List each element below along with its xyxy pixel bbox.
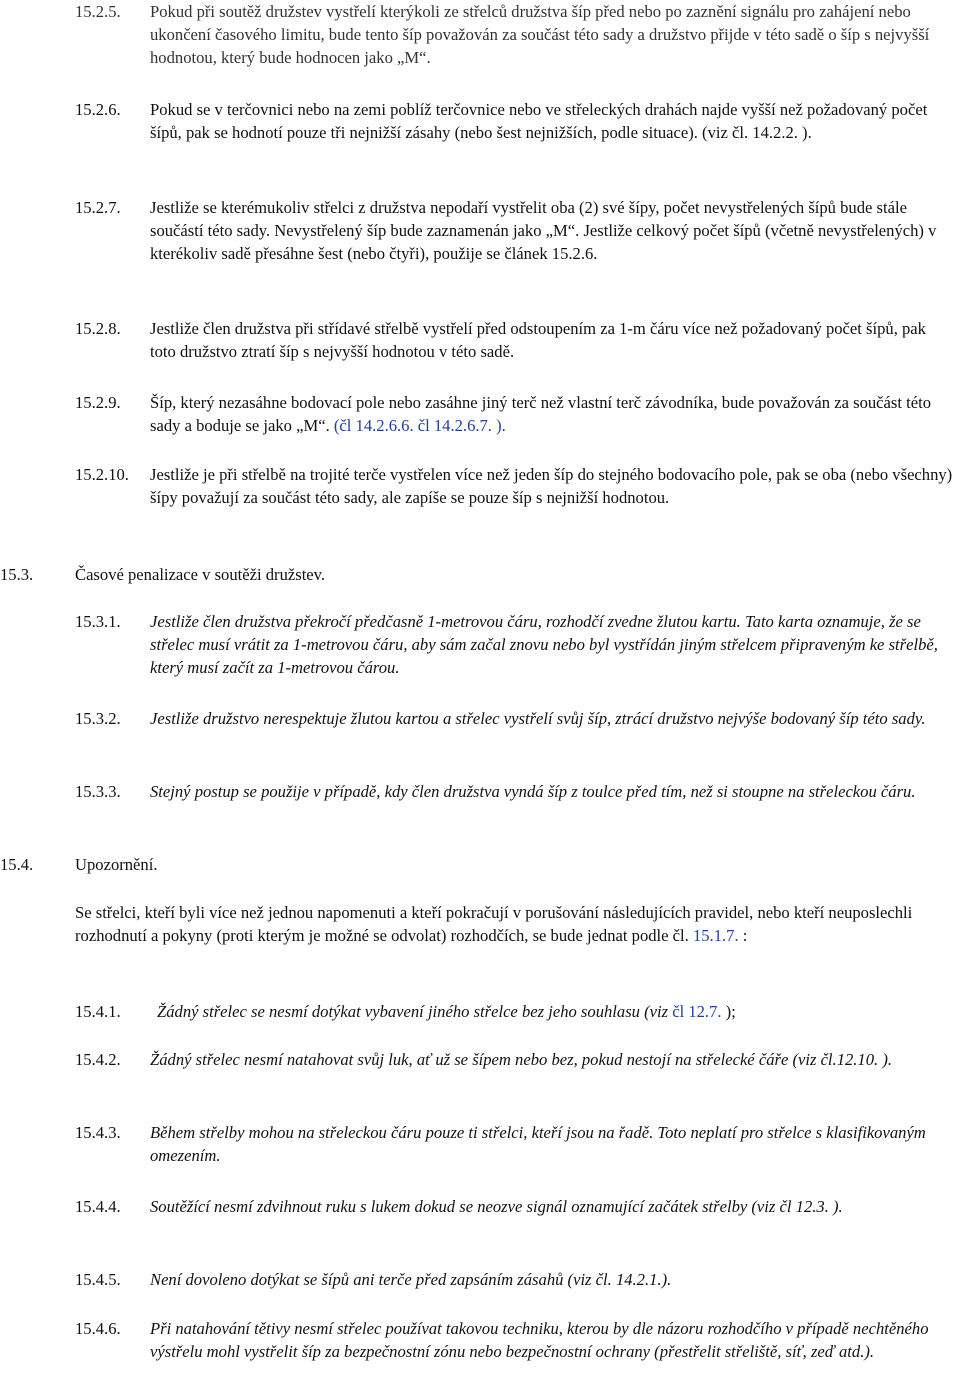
paragraph-number: 15.4.6. xyxy=(75,1319,121,1338)
paragraph-number: 15.3.1. xyxy=(75,612,121,631)
section-heading-15-4 xyxy=(0,853,158,876)
section-intro-15-4 xyxy=(75,901,960,947)
paragraph-body: Šíp, který nezasáhne bodovací pole nebo zasáhne jiný terč než vlastní terč závodníka, bude považován za součást této sady a boduje se jako „M“. xyxy=(150,393,931,435)
paragraph-text: Soutěžící nesmí zdvihnout ruku s lukem dokud se neozve signál oznamující začátek střelby (viz čl 12.3. ). xyxy=(150,1197,843,1216)
paragraph-text xyxy=(157,1000,960,1023)
article-reference-link[interactable]: 15.1.7. xyxy=(692,926,739,945)
section-title: Časové penalizace v soutěži družstev. xyxy=(75,565,326,584)
paragraph-number: 15.2.6. xyxy=(75,100,121,119)
section-heading-15-3 xyxy=(0,563,326,586)
paragraph-text: Pokud se v terčovnici nebo na zemi poblíž terčovnice nebo ve střeleckých drahách najde vyšší než požadovaný počet šípů, pak se hodnotí pouze tři nejnižší zásahy (nebo šest nejnižších, podle situace). (viz čl. 14.2.2. ). xyxy=(150,100,928,142)
paragraph-text: Jestliže se kterémukoliv střelci z družstva nepodaří vystřelit oba (2) své šípy, počet nevystřelených šípů bude stále součástí této sady. Nevystřelený šíp bude zaznamenán jako „M“. Jestliže celkový počet šípů (včetně nevystřelených) v kterékoliv sadě přesáhne šest (nebo čtyři), použije se článek 15.2.6. xyxy=(150,198,937,263)
paragraph-text: Při natahování tětivy nesmí střelec používat takovou techniku, kterou by dle názoru rozhodčího v případě nechtěného výstřelu mohl vystřelit šíp za bezpečnostní zónu nebo bezpečnostní ochrany (přestřelit střeliště, síť, zeď atd.). xyxy=(150,1319,929,1361)
article-reference-link[interactable]: čl 12.7. xyxy=(672,1002,722,1021)
paragraph-text: Stejný postup se použije v případě, kdy člen družstva vyndá šíp z toulce před tím, než si stoupne na střeleckou čáru. xyxy=(150,782,916,801)
intro-tail: : xyxy=(738,926,748,945)
paragraph-number: 15.4.4. xyxy=(75,1197,121,1216)
article-reference-link[interactable]: (čl 14.2.6.6. čl 14.2.6.7. ). xyxy=(333,416,506,435)
section-title: Upozornění. xyxy=(75,855,158,874)
paragraph-text: Není dovoleno dotýkat se šípů ani terče před zapsáním zásahů (viz čl. 14.2.1.). xyxy=(150,1270,672,1289)
paragraph-text: Během střelby mohou na střeleckou čáru pouze ti střelci, kteří jsou na řadě. Toto neplatí pro střelce s klasifikovaným omezením. xyxy=(150,1123,926,1165)
paragraph-text xyxy=(150,391,958,437)
paragraph-text: Jestliže člen družstva při střídavé střelbě vystřelí před odstoupením za 1-m čáru více než požadovaný počet šípů, pak toto družstvo ztratí šíp s nejvyšší hodnotou v této sadě. xyxy=(150,319,926,361)
paragraph-number: 15.4.2. xyxy=(75,1050,121,1069)
paragraph-number: 15.4.5. xyxy=(75,1270,121,1289)
paragraph-text: Jestliže člen družstva překročí předčasně 1-metrovou čáru, rozhodčí zvedne žlutou kartu. Tato karta oznamuje, že se střelec musí vrátit za 1-metrovou čáru, aby sám začal znovu nebo byl vystřídán jiným střelcem připraveným ke střelbě, který musí začít za 1-metrovou čárou. xyxy=(150,612,938,677)
paragraph-number: 15.3.3. xyxy=(75,782,121,801)
intro-text: Se střelci, kteří byli více než jednou napomenuti a kteří pokračují v porušování následujících pravidel, nebo kteří neuposlechli rozhodnutí a pokyny (proti kterým je možné se odvolat) rozhodčích, se bude jednat podle čl. xyxy=(75,903,913,945)
paragraph-body: Žádný střelec se nesmí dotýkat vybavení jiného střelce bez jeho souhlasu (viz xyxy=(157,1002,673,1021)
paragraph-text: Žádný střelec nesmí natahovat svůj luk, ať už se šípem nebo bez, pokud nestojí na střelecké čáře (viz čl.12.10. ). xyxy=(150,1050,892,1069)
paragraph-text: Pokud při soutěž družstev vystřelí kterýkoli ze střelců družstva šíp před nebo po zaznění signálu pro zahájení nebo ukončení časového limitu, bude tento šíp považován za součást této sady a družstvo přijde v této sadě o šíp s nejvyšší hodnotou, který bude hodnocen jako „M“. xyxy=(150,2,930,67)
paragraph-number: 15.2.7. xyxy=(75,198,121,217)
paragraph-15-2-5 xyxy=(75,0,960,72)
paragraph-number: 15.3.2. xyxy=(75,709,121,728)
paragraph-number: 15.2.9. xyxy=(75,393,121,412)
paragraph-text: Jestliže je při střelbě na trojité terče vystřelen více než jeden šíp do stejného bodovacího pole, pak se oba (nebo všechny) šípy považují za součást této sady, ale zapíše se pouze šíp s nejnižší hodnotou. xyxy=(150,465,953,507)
paragraph-number: 15.2.5. xyxy=(75,2,121,21)
paragraph-text: Jestliže družstvo nerespektuje žlutou kartou a střelec vystřelí svůj šíp, ztrácí družstvo nejvýše bodovaný šíp této sady. xyxy=(150,709,926,728)
section-number: 15.4. xyxy=(0,855,34,874)
paragraph-number: 15.2.10. xyxy=(75,465,129,484)
paragraph-number: 15.4.3. xyxy=(75,1123,121,1142)
paragraph-number: 15.4.1. xyxy=(75,1002,121,1021)
section-number: 15.3. xyxy=(0,565,34,584)
paragraph-number: 15.2.8. xyxy=(75,319,121,338)
paragraph-tail: ); xyxy=(721,1002,736,1021)
